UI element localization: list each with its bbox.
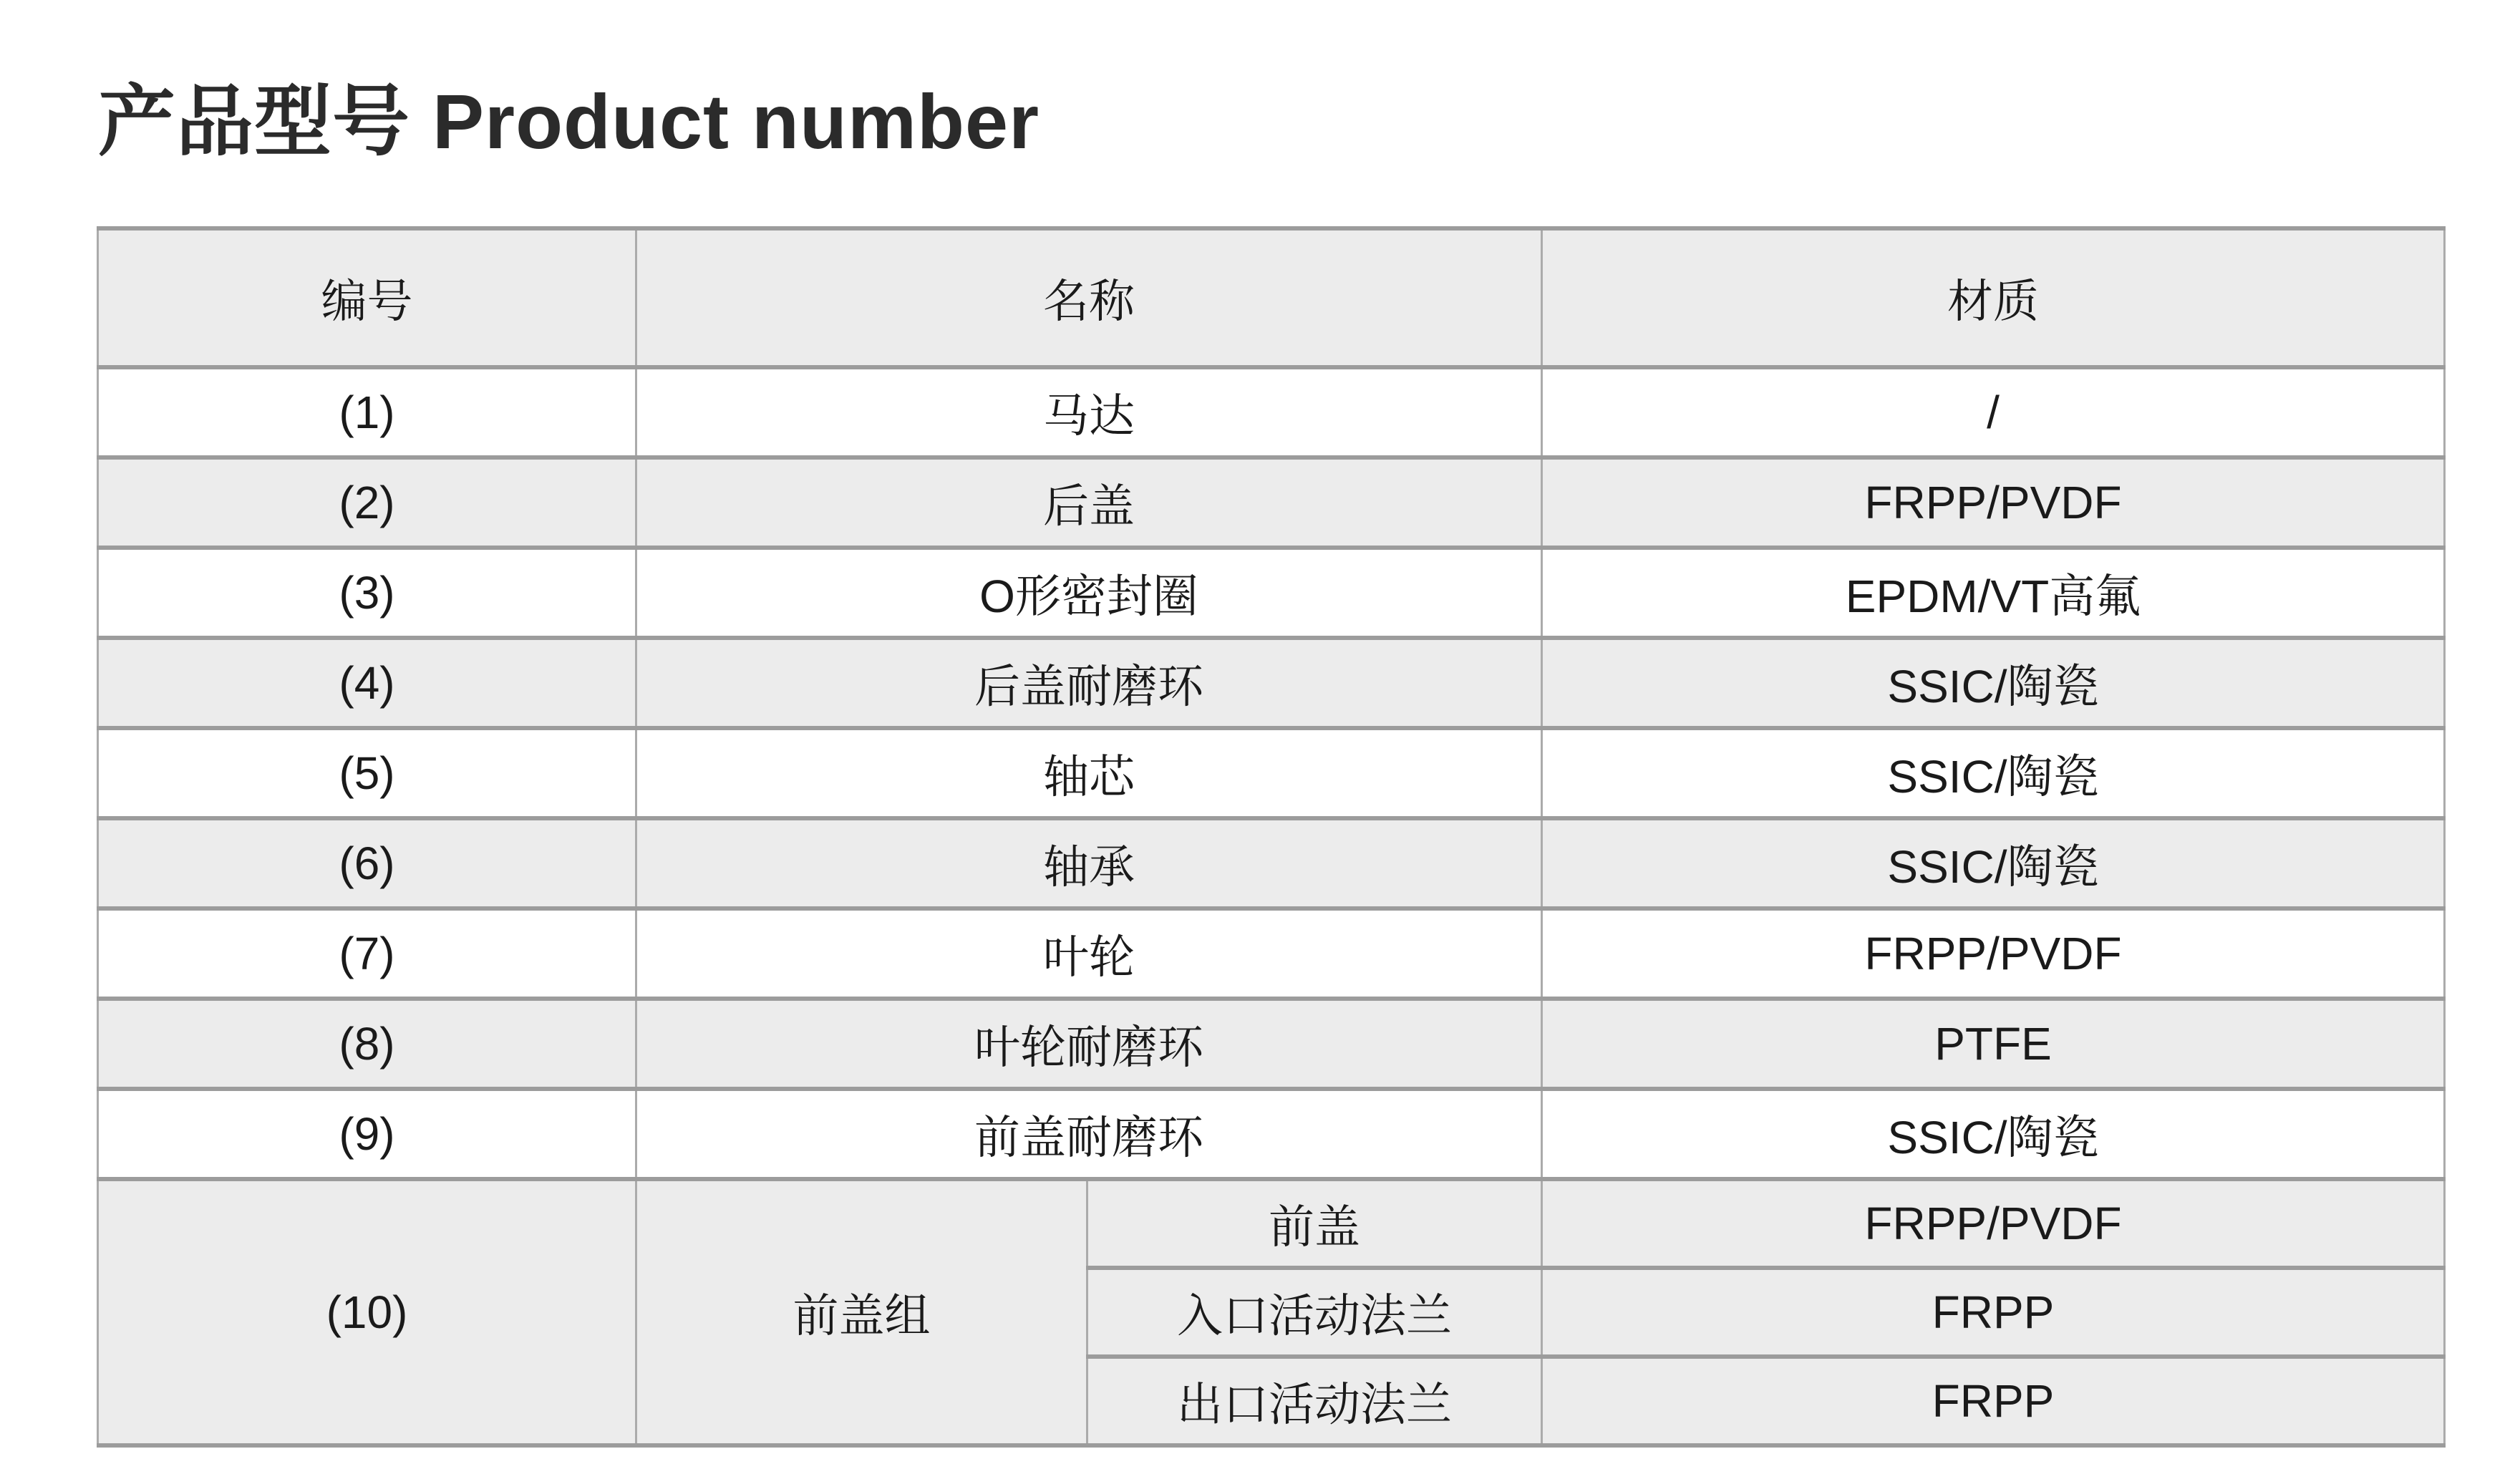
header-cell-name: 名称	[636, 228, 1542, 367]
table-row	[98, 728, 2445, 818]
cell-no: (5)	[98, 728, 636, 818]
group-subcell-material: FRPP	[1542, 1357, 2445, 1445]
cell-no: (6)	[98, 818, 636, 908]
cell-name: 后盖	[636, 457, 1542, 548]
cell-no: (9)	[98, 1089, 636, 1179]
group-subcell-material: FRPP	[1542, 1268, 2445, 1357]
table-row	[98, 999, 2445, 1089]
table-row	[98, 638, 2445, 728]
cell-material: SSIC/陶瓷	[1542, 638, 2445, 728]
cell-no: (1)	[98, 367, 636, 457]
group-cell-name: 前盖组	[636, 1179, 1087, 1445]
page-title: 产品型号 Product number	[98, 78, 1040, 165]
cell-no: (8)	[98, 999, 636, 1089]
table-row	[98, 908, 2445, 999]
cell-material: SSIC/陶瓷	[1542, 818, 2445, 908]
group-cell-no: (10)	[98, 1179, 636, 1445]
group-subcell-name: 前盖	[1087, 1179, 1542, 1268]
cell-name: 后盖耐磨环	[636, 638, 1542, 728]
cell-no: (3)	[98, 548, 636, 638]
cell-no: (4)	[98, 638, 636, 728]
cell-material: FRPP/PVDF	[1542, 908, 2445, 999]
cell-name: 叶轮耐磨环	[636, 999, 1542, 1089]
table-group-row	[98, 1179, 2445, 1268]
header-cell-material: 材质	[1542, 228, 2445, 367]
cell-name: 叶轮	[636, 908, 1542, 999]
cell-material: SSIC/陶瓷	[1542, 728, 2445, 818]
table-row	[98, 367, 2445, 457]
cell-name: 轴芯	[636, 728, 1542, 818]
cell-material: FRPP/PVDF	[1542, 457, 2445, 548]
cell-name: O形密封圈	[636, 548, 1542, 638]
table-header-row	[98, 228, 2445, 367]
group-subcell-material: FRPP/PVDF	[1542, 1179, 2445, 1268]
header-cell-no: 编号	[98, 228, 636, 367]
cell-name: 轴承	[636, 818, 1542, 908]
table-row	[98, 818, 2445, 908]
cell-material: /	[1542, 367, 2445, 457]
group-subcell-name: 出口活动法兰	[1087, 1357, 1542, 1445]
product-spec-table	[97, 226, 2446, 1448]
group-subcell-name: 入口活动法兰	[1087, 1268, 1542, 1357]
cell-material: PTFE	[1542, 999, 2445, 1089]
cell-no: (2)	[98, 457, 636, 548]
table-row	[98, 548, 2445, 638]
table-row	[98, 457, 2445, 548]
cell-name: 马达	[636, 367, 1542, 457]
cell-material: EPDM/VT高氟	[1542, 548, 2445, 638]
cell-material: SSIC/陶瓷	[1542, 1089, 2445, 1179]
cell-no: (7)	[98, 908, 636, 999]
cell-name: 前盖耐磨环	[636, 1089, 1542, 1179]
table-row	[98, 1089, 2445, 1179]
